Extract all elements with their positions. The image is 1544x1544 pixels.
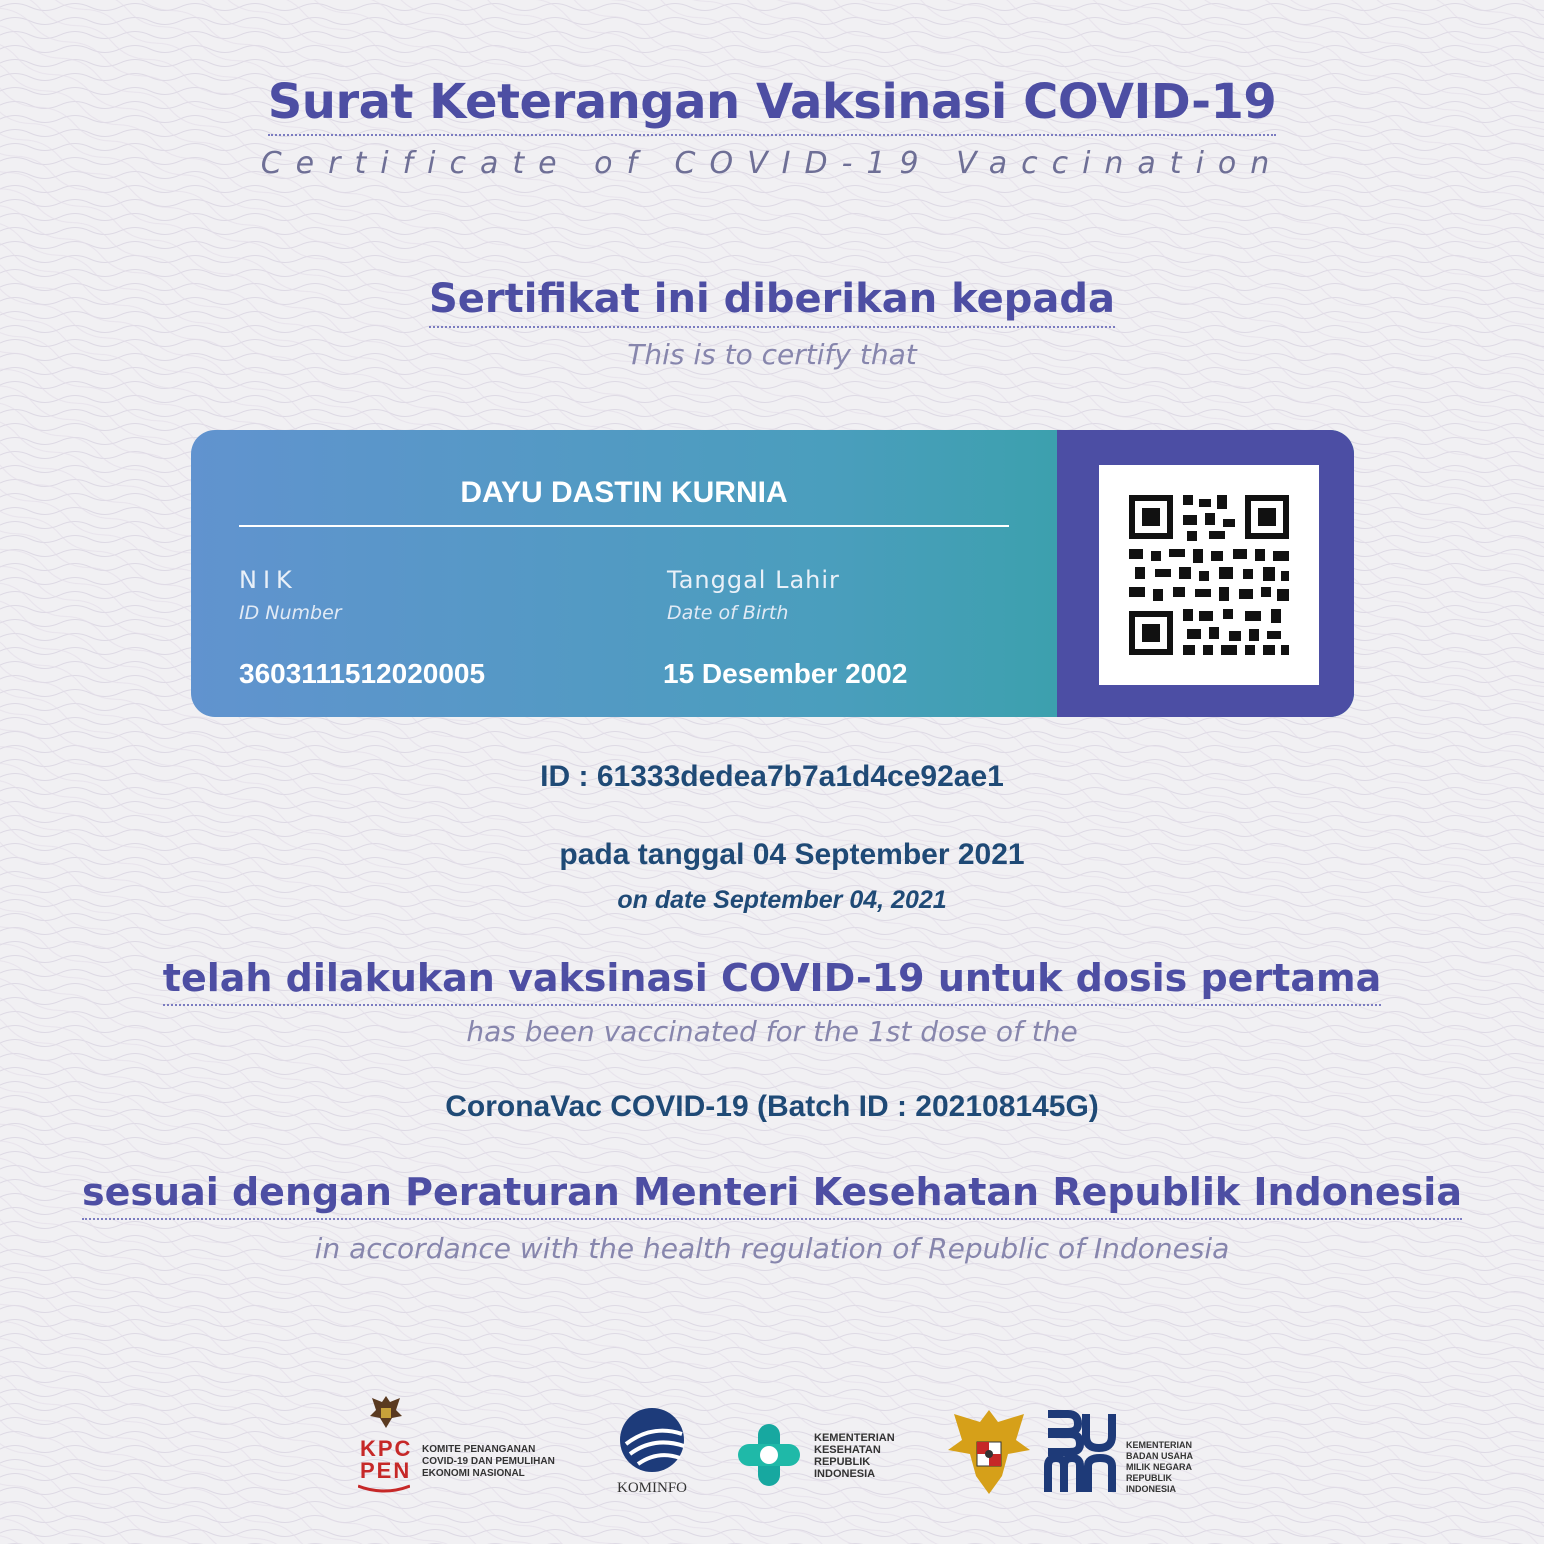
kemenkes-text-2: KESEHATAN <box>814 1444 881 1456</box>
bumn-text-2: BADAN USAHA <box>1126 1451 1193 1461</box>
vaccination-heading <box>0 956 1544 1006</box>
qr-code-icon <box>1099 465 1319 685</box>
garuda-emblem-icon <box>946 1406 1032 1498</box>
intro-subtext: This is to certify that <box>627 338 917 371</box>
kpcpen-mark-bottom: PEN <box>360 1458 412 1483</box>
regulation-heading-text: sesuai dengan Peraturan Menteri Kesehatan Republik Indonesia <box>82 1170 1462 1220</box>
vaccination-date: pada tanggal 04 September 2021 <box>559 838 1025 871</box>
bumn-emblem-icon <box>1044 1408 1116 1496</box>
kpcpen-text-1: KOMITE PENANGANAN <box>422 1444 536 1455</box>
bumn-text-1: KEMENTERIAN <box>1126 1440 1193 1450</box>
kemenkes-logo <box>734 1420 904 1496</box>
kemenkes-text-3: REPUBLIK <box>814 1456 871 1468</box>
kpcpen-base-icon <box>358 1484 410 1494</box>
kemenkes-text-1: KEMENTERIAN <box>814 1432 895 1444</box>
kpcpen-logo <box>358 1392 578 1502</box>
nik-value: 3603111512020005 <box>239 658 486 689</box>
garuda-pancasila-logo <box>946 1406 1032 1498</box>
nik-label: NIK <box>239 566 298 594</box>
name-divider <box>239 525 1009 527</box>
vaccination-heading-text: telah dilakukan vaksinasi COVID-19 untuk dosis pertama <box>163 956 1381 1006</box>
bumn-text-5: INDONESIA <box>1126 1484 1177 1494</box>
regulation-heading <box>0 1170 1544 1220</box>
kemenkes-text-4: INDONESIA <box>814 1468 876 1480</box>
dob-label: Tanggal Lahir <box>667 566 840 594</box>
kominfo-logo <box>606 1404 698 1500</box>
vaccine-batch: CoronaVac COVID-19 (Batch ID : 202108145G) <box>445 1090 1099 1123</box>
vaccination-subtext: has been vaccinated for the 1st dose of the <box>466 1015 1078 1048</box>
dob-sublabel: Date of Birth <box>667 602 789 624</box>
bumn-text-3: MILIK NEGARA <box>1126 1462 1192 1472</box>
intro-heading <box>0 276 1544 328</box>
kominfo-text: KOMINFO <box>616 1480 687 1496</box>
certificate-title <box>0 74 1544 136</box>
kominfo-emblem-icon <box>612 1404 692 1474</box>
bumn-text-4: REPUBLIK <box>1126 1473 1173 1483</box>
intro-heading-text: Sertifikat ini diberikan kepada <box>429 276 1115 328</box>
bumn-logo <box>1044 1408 1194 1498</box>
holder-name: DAYU DASTIN KURNIA <box>460 476 788 509</box>
vaccination-date-en: on date September 04, 2021 <box>617 886 947 914</box>
kpcpen-mark-top: KPC <box>360 1436 413 1461</box>
certificate-subtitle: Certificate of COVID-19 Vaccination <box>260 146 1284 181</box>
kpcpen-text-2: COVID-19 DAN PEMULIHAN <box>422 1456 555 1467</box>
regulation-subtext: in accordance with the health regulation of Republic of Indonesia <box>314 1232 1230 1265</box>
garuda-small-icon <box>366 1392 406 1432</box>
holder-card <box>191 430 1354 717</box>
nik-sublabel: ID Number <box>239 602 342 624</box>
qr-panel <box>1057 430 1354 717</box>
certificate-id: ID : 61333dedea7b7a1d4ce92ae1 <box>540 760 1004 793</box>
qr-code-box[interactable] <box>1099 465 1319 685</box>
certificate-title-text: Surat Keterangan Vaksinasi COVID-19 <box>268 74 1277 136</box>
kpcpen-text-3: EKONOMI NASIONAL <box>422 1468 525 1479</box>
dob-value: 15 Desember 2002 <box>663 658 908 689</box>
kemenkes-emblem-icon <box>734 1420 804 1490</box>
